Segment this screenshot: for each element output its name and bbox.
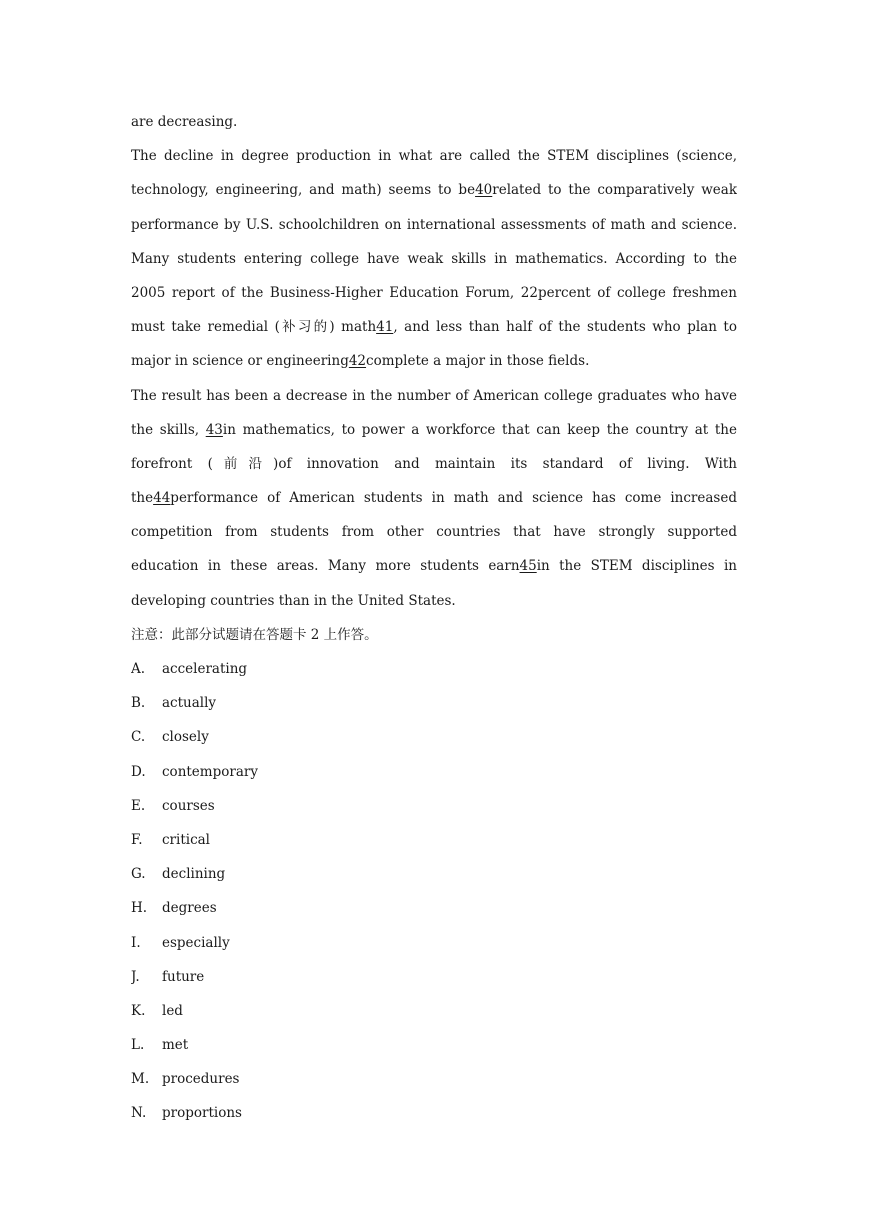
passage-line: [131, 549, 737, 583]
passage-text: The decline in degree production in what are called the STEM disciplines (science,: [131, 148, 737, 165]
option-letter: A.: [131, 661, 146, 677]
option-letter: C.: [131, 729, 146, 746]
option-word: procedures: [162, 1071, 240, 1088]
answer-note: 注意：此部分试题请在答题卡 2 上作答。: [131, 626, 378, 643]
option-word: courses: [162, 797, 215, 814]
reading-passage: [131, 105, 737, 618]
passage-text: the skills,: [131, 421, 206, 438]
option-word: met: [162, 1037, 189, 1054]
passage-text: Many students entering college have weak skills in mathematics. According to the: [131, 250, 737, 267]
option-letter: D.: [131, 763, 146, 780]
option-letter: F.: [131, 831, 143, 848]
passage-line: [131, 208, 737, 242]
option-item: [131, 994, 737, 1028]
passage-line: [131, 276, 737, 310]
passage-line: [131, 413, 737, 447]
passage-text: technology, engineering, and math) seems to be: [131, 182, 476, 199]
word-bank: [131, 652, 737, 1131]
passage-line: [131, 105, 737, 139]
option-item: [131, 823, 737, 857]
blank-number: 42: [348, 353, 367, 370]
passage-text: , and less than half of the students who plan to: [393, 319, 737, 336]
passage-text: the: [131, 490, 154, 507]
option-word: declining: [162, 866, 226, 883]
passage-text: are decreasing.: [131, 114, 238, 130]
option-item: [131, 1096, 737, 1130]
option-item: [131, 789, 737, 823]
passage-line: [131, 447, 737, 481]
passage-text: education in these areas. Many more students earn: [131, 558, 520, 575]
option-word: proportions: [162, 1105, 242, 1122]
passage-text: competition from students from other countries that have strongly supported: [131, 524, 737, 541]
option-word: especially: [162, 934, 230, 951]
blank-number: 41: [376, 319, 394, 336]
option-item: [131, 960, 737, 994]
passage-line: [131, 310, 737, 344]
passage-text: complete a major in those fields.: [366, 353, 590, 370]
option-item: [131, 857, 737, 891]
option-word: contemporary: [162, 763, 258, 780]
option-letter: H.: [131, 900, 148, 917]
passage-line: [131, 379, 737, 413]
passage-text: related to the comparatively weak: [492, 182, 737, 199]
option-letter: E.: [131, 797, 146, 814]
option-letter: G.: [131, 866, 146, 883]
passage-text: The result has been a decrease in the number of American college graduates who have: [131, 387, 737, 404]
option-letter: B.: [131, 695, 146, 712]
option-word: future: [162, 968, 205, 985]
option-word: critical: [162, 831, 211, 848]
option-letter: K.: [131, 1002, 146, 1019]
option-item: [131, 891, 737, 925]
passage-line: [131, 242, 737, 276]
option-item: [131, 652, 737, 686]
passage-line: [131, 584, 737, 618]
passage-line: [131, 515, 737, 549]
blank-number: 44: [153, 490, 171, 507]
option-letter: L.: [131, 1037, 145, 1054]
option-letter: J.: [131, 968, 140, 985]
option-word: closely: [162, 729, 209, 746]
option-item: [131, 926, 737, 960]
option-item: [131, 686, 737, 720]
blank-number: 45: [519, 558, 537, 575]
passage-text: 2005 report of the Business-Higher Education Forum, 22percent of college freshmen: [131, 284, 737, 301]
passage-text: in mathematics, to power a workforce that can keep the country at the: [222, 421, 737, 438]
option-word: accelerating: [162, 661, 248, 677]
option-letter: M.: [131, 1071, 150, 1088]
option-item: [131, 755, 737, 789]
passage-line: [131, 481, 737, 515]
option-word: degrees: [162, 900, 217, 917]
option-item: [131, 1062, 737, 1096]
passage-text: performance by U.S. schoolchildren on international assessments of math and science.: [131, 216, 737, 233]
blank-number: 43: [205, 421, 223, 438]
passage-text: performance of American students in math and science has come increased: [170, 490, 737, 507]
passage-text: forefront (前沿)of innovation and maintain its standard of living. With: [131, 455, 737, 472]
passage-line: [131, 139, 737, 173]
passage-text: major in science or engineering: [131, 353, 349, 370]
passage-line: [131, 173, 737, 207]
option-word: led: [162, 1002, 183, 1019]
option-letter: I.: [131, 934, 141, 951]
passage-text: in the STEM disciplines in: [536, 558, 737, 575]
option-item: [131, 1028, 737, 1062]
document-page: [131, 105, 737, 1131]
passage-text: must take remedial (补习的) math: [131, 319, 377, 336]
option-item: [131, 720, 737, 754]
option-letter: N.: [131, 1105, 147, 1122]
passage-text: developing countries than in the United States.: [131, 592, 456, 609]
option-word: actually: [162, 695, 217, 712]
blank-number: 40: [475, 182, 493, 199]
passage-line: [131, 344, 737, 378]
